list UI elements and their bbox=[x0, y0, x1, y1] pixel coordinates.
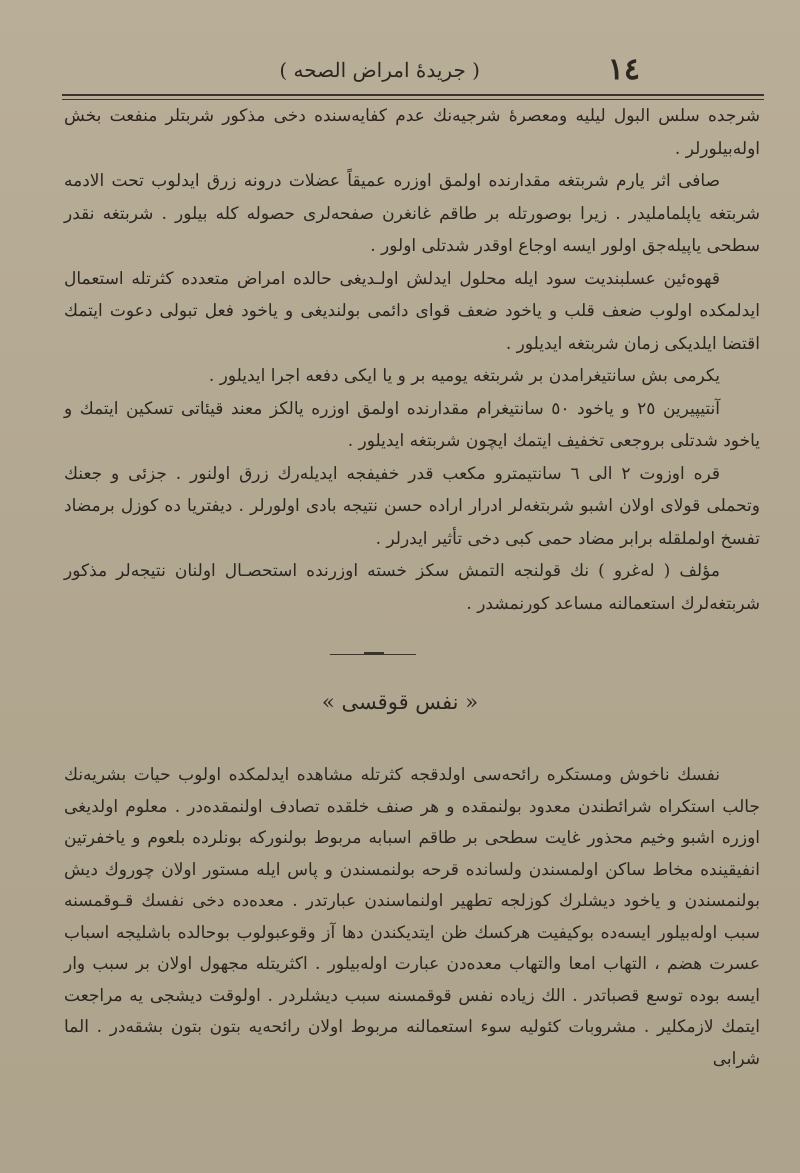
section-heading: « نفس قوقسی » bbox=[321, 690, 479, 714]
paragraph: آنتيپيرين ٢٥ و ياخود ٥٠ سانتيغرام مقدارنده اولمق اوزره يالكز معند قيئاتی تسكين ايتمك و ياخود شدتلی بروجعی تخفيف ايتمك ايچون شربتغه ايديلور . bbox=[64, 398, 760, 451]
paragraph: يكرمی بش سانتيغرامدن بر شربتغه يوميه بر و يا ايكی دفعه اجرا ايديلور . bbox=[208, 366, 720, 386]
page-header bbox=[60, 52, 740, 92]
paragraph: شرجده سلس البول ليليه ومعصرهٔ شرجيه‌نك عدم كفايه‌سنده دخی مذكور شربتلر منفعت بخش اوله‌بيلورلر . bbox=[64, 106, 760, 159]
paragraph: قهوه‌ئين عسلبنديت سود ايله محلول ايدلش اولـديغی حالده امراض متعدده كثرتله استعمال ايدلمكده اولوب ضعف قلب و ياخود ضعف قوای دائمی بولنديغی و ياخود فعل تبولی دعوت ايتمك اقتضا ايلديكی زمان شربتغه ايدیلور . bbox=[64, 268, 760, 354]
running-title: ( جريدهٔ امراض الصحه ) bbox=[279, 58, 480, 82]
page-number: ١٤ bbox=[607, 52, 640, 87]
section-separator bbox=[330, 654, 416, 658]
paragraph: قره اوزوت ٢ الی ٦ سانتيمترو مكعب قدر خفيفجه ايديله‌رك زرق اولنور . جزئی و جعنك وتحملی قولای اولان اشبو شربتغه‌لر ادرار اراده حسن نتيجه بادی اولورلر . ديفتريا ده كوزل برمضاد تفسخ اولملقله برابر مضاد حمی كبی دخی تأثير ايدرلر . bbox=[64, 463, 760, 549]
section-1-body bbox=[64, 100, 760, 620]
section-2-body bbox=[64, 760, 760, 1075]
paragraph: صافی اثر يارم شربتغه مقدارنده اولمق اوزره عميقاً عضلات درونه زرق ايدلوب تحت الادمه شربتغه ياپلماملیدر . زيرا بوصورتله بر طاقم غانغرن صفحه‌لری حصوله كله بيلور . شربتغه نقدر سطحی ياپيله‌جق اولور ايسه اوجاع اوقدر شدتلی اولور . bbox=[64, 171, 760, 256]
paragraph: مؤلف ( له‌غرو ) نك قولنجه التمش سكز خسته اوزرنده استحصـال اولنان نتيجه‌لر مذكور شربتغه‌لرك استعمالنه مساعد كورنمشدر . bbox=[64, 561, 760, 614]
paragraph: نفسك ناخوش ومستكره رائحه‌سی اولدقجه كثرتله مشاهده ايدلمكده اولوب حيات بشريه‌نك جالب استكراه شرائطندن معدود بولنمقده و هر صنف خلقده تصادف اولنمقده‌در . معلوم اولديغی اوزره اشبو وخيم محذور غايت سطحی بر طاقم اسبابه مربوط بولنوركه بونلرده بلعوم و ياخفرتين انفيقينده مخاط ساكن اولمسندن ولسانده قرحه بولنمسندن و پاس ايله مستور اولان چوروك ديش بولنمسندن و ياخود ديشلرك كوزلجه تطهير اولنماسندن عبارتدر . معده‌ده دخی نفسك قـوقمسنه سبب اوله‌بيلور ايسه‌ده بوكيفيت هركسك ظن ايتديكندن دها آز وقوعبولوب بوحالده باشليجه اسباب عسرت هضم ، التهاب امعا والتهاب معده‌دن عبارت اوله‌بيلور . اكثريتله مجهول اولان بر سبب وار ايسه بوده توسع قصباتدر . الك زياده نفس قوقمسنه سبب ديشلردر . اولوقت ديشجی يه مراجعت ايتمك لازمكلير . مشروبات كئوليه سوء استعمالنه مربوط اولان رائحه‌يه بتون بتون بشقه‌در . الما شرابی bbox=[64, 765, 760, 1069]
